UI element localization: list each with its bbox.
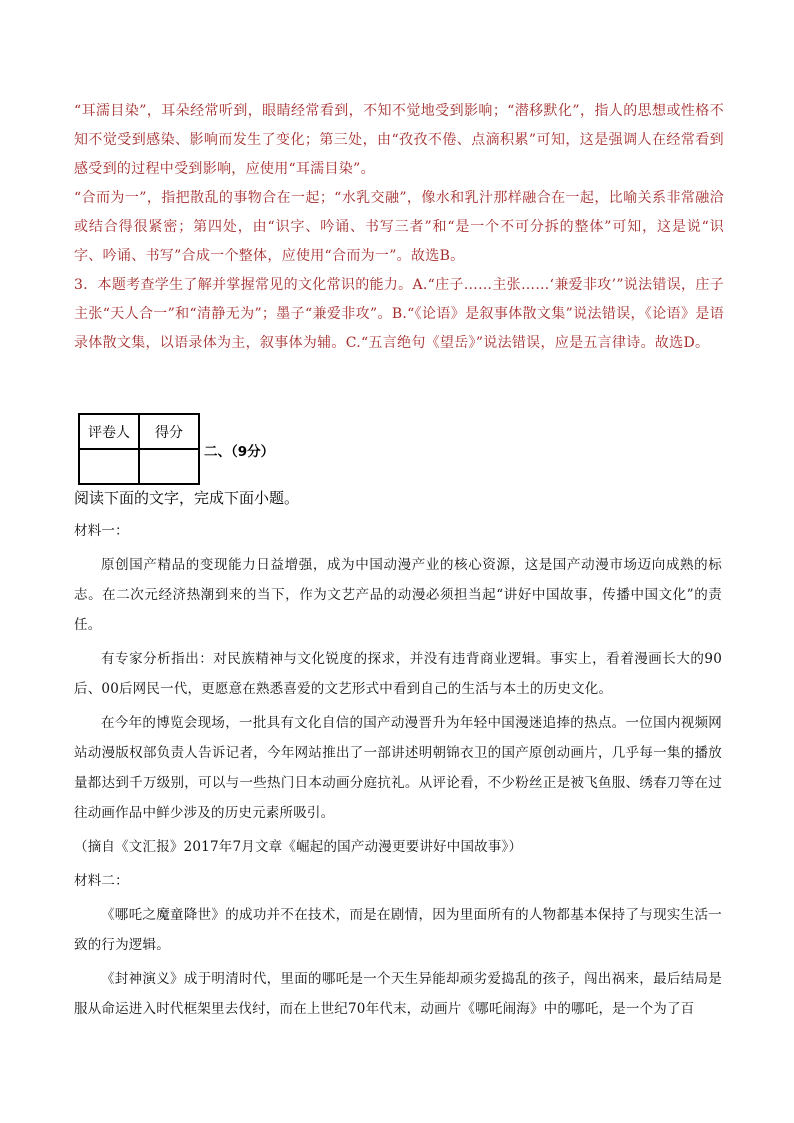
material1-paragraph-1: 原创国产精品的变现能力日益增强，成为中国动漫产业的核心资源，这是国产动漫市场迈向成熟的标志。在二次元经济热潮到来的当下，作为文艺产品的动漫必须担当起“讲好中国故事，传播中国文化”的责任。 bbox=[74, 557, 722, 633]
answer-paragraph-1: “耳濡目染”，耳朵经常听到，眼睛经常看到，不知不觉地受到影响；“潜移默化”，指人的思想或性格不知不觉受到感染、影响而发生了变化；第三处，由“孜孜不倦、点滴积累”可知，这是强调人在经常看到感受到的过程中受到影响，应使用“耳濡目染”。 bbox=[74, 103, 724, 177]
material1-source: （摘自《文汇报》2017年7月文章《崛起的国产动漫更要讲好中国故事》） bbox=[74, 839, 523, 855]
material2-paragraph-1: 《哪吒之魔童降世》的成功并不在技术，而是在剧情，因为里面所有的人物都基本保持了与现实生活一致的行为逻辑。 bbox=[74, 907, 722, 953]
answer-paragraph-2: “合而为一”，指把散乱的事物合在一起；“水乳交融”，像水和乳汁那样融合在一起，比喻关系非常融洽或结合得很紧密；第四处，由“识字、吟诵、书写三者”和“是一个不可分拆的整体”可知，这是说“识字、吟诵、书写”合成一个整体，应使用“合而为一”。故选B。 bbox=[74, 190, 724, 264]
score-table bbox=[78, 413, 200, 485]
score-cell[interactable] bbox=[139, 449, 199, 484]
score-header: 得分 bbox=[139, 414, 199, 449]
material2-paragraph-2: 《封神演义》成于明清时代，里面的哪吒是一个天生异能却顽劣爱捣乱的孩子，闯出祸来，最后结局是服从命运进入时代框架里去伐纣，而在上世纪70年代末，动画片《哪吒闹海》中的哪吒，是一个为了百 bbox=[74, 971, 722, 1017]
material1-paragraph-3: 在今年的博览会现场，一批具有文化自信的国产动漫晋升为年轻中国漫迷追捧的热点。一位国内视频网站动漫版权部负责人告诉记者，今年网站推出了一部讲述明朝锦衣卫的国产原创动画片，几乎每一集的播放量都达到千万级别，可以与一些热门日本动画分庭抗礼。从评论看，不少粉丝正是被飞鱼服、绣春刀等在过往动画作品中鲜少涉及的历史元素所吸引。 bbox=[74, 715, 722, 821]
section-heading: 二、（9分） bbox=[204, 444, 275, 460]
material1-paragraph-2: 有专家分析指出：对民族精神与文化锐度的探求，并没有违背商业逻辑。事实上，看着漫画长大的90后、00后网民一代，更愿意在熟悉喜爱的文艺形式中看到自己的生活与本土的历史文化。 bbox=[74, 651, 722, 697]
reading-materials bbox=[74, 516, 722, 1028]
section-instruction: 阅读下面的文字，完成下面小题。 bbox=[74, 489, 300, 507]
reviewer-cell[interactable] bbox=[79, 449, 139, 484]
material2-label: 材料二： bbox=[74, 873, 129, 889]
material1-label: 材料一： bbox=[74, 523, 129, 539]
reviewer-header: 评卷人 bbox=[79, 414, 139, 449]
answer-paragraph-3: 3．本题考查学生了解并掌握常见的文化常识的能力。A.“庄子……主张……‘兼爱非攻’”说法错误，庄子主张“天人合一”和“清静无为”；墨子“兼爱非攻”。B.“《论语》是叙事体散文集”说法错误，《论语》是语录体散文集，以语录体为主，叙事体为辅。C.“五言绝句《望岳》”说法错误，应是五言律诗。故选D。 bbox=[74, 277, 724, 351]
answer-explanation bbox=[74, 97, 724, 358]
